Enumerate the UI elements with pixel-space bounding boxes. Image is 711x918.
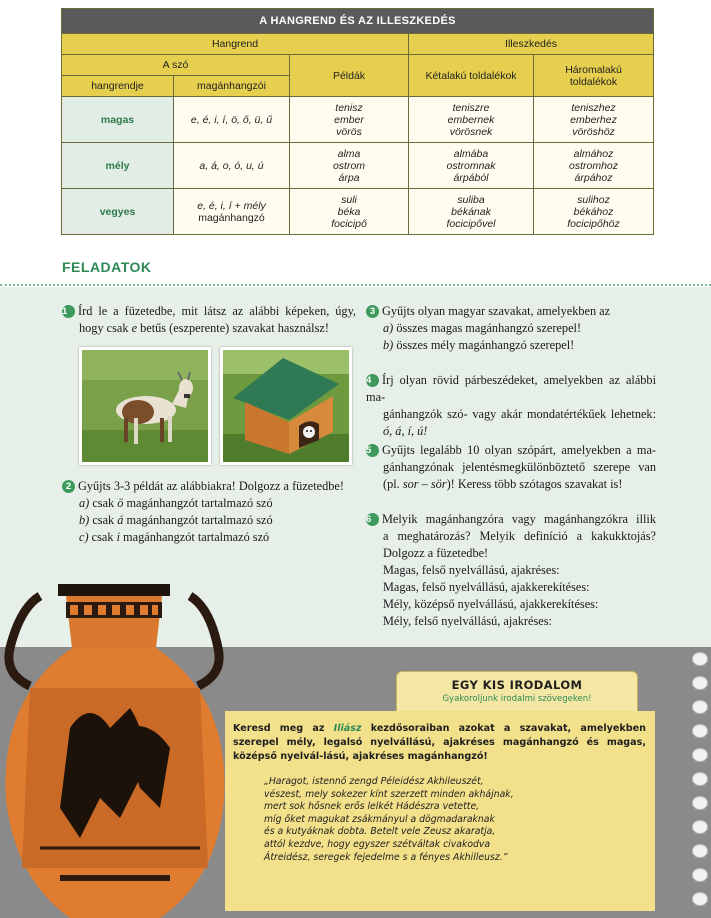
poem-line: mert sok hősnek erős lelkét Hádészra vetette, [264,801,480,813]
item-text: összes magas magánhangzó szerepel! [393,321,582,335]
task-6-line2: a meghatározás? Melyik definíció a kakukktojás? [383,529,656,543]
row-label: mély [62,143,174,189]
spiral-ring [692,652,708,666]
task-5-line2: gánhangzónak jelentésmegkülönböztető szerepe van [383,460,656,474]
item-vowel: á [117,513,124,527]
literature-header [396,671,638,713]
task-4-text: Írj olyan rövid párbeszédeket, amelyekben az alábbi ma- [366,373,656,404]
vowels-line2: magánhangzó [198,211,265,224]
example-word: tenisz [335,101,363,114]
task-1-text-a: hogy csak [79,321,132,335]
task-3 [366,303,656,354]
task-6-line1 [366,511,656,528]
suffixed-word: vörösnek [449,125,493,138]
spiral-ring [692,820,708,834]
literature-box [225,711,655,911]
item-text: csak [88,530,117,544]
task-number-5: 5 [366,444,379,457]
suffixed-word: teniszhez [571,101,616,114]
task-3-line1 [366,303,656,320]
item-text: összes mély magánhangzó szerepel! [393,338,575,352]
literature-instruction [233,722,646,764]
suffixed-word: árpához [574,171,613,184]
task-number-4: 4 [366,374,379,387]
spiral-ring [692,892,708,906]
task-1-line2 [62,320,356,337]
example-word: alma [337,147,361,160]
poem-line: attól kezdve, hogy egyszer szétváltak civakodva [264,838,491,850]
task-2-item-c [62,529,356,546]
example-word: focicipő [331,217,367,230]
spiral-ring [692,796,708,810]
doghouse-illustration [223,350,349,462]
item-text: magánhangzót tartalmazó szó [123,513,273,527]
example-word: béka [337,205,361,218]
row-vowels: e, é, i, í, ö, ő, ü, ű [174,97,290,143]
suffixed-word: suliba [457,193,485,206]
item-vowel: ö [117,496,124,510]
item-text: csak [89,496,118,510]
suffixed-word: békának [451,205,491,218]
suffixed-word: teniszre [452,101,490,114]
suffixed-word: árpából [453,171,489,184]
header-hangrendje: hangrendje [62,76,174,97]
poem-line: „Haragot, istennő zengd Péleidész Akhileuszét, [264,776,484,787]
header-haromalaku-line2: toldalékok [569,75,618,88]
table-title: A HANGREND ÉS AZ ILLESZKEDÉS [62,9,654,34]
task-2 [62,478,356,546]
suffixed-word: ostromhoz [568,159,619,172]
header-hangrend: Hangrend [62,34,409,55]
task-number-3: 3 [366,305,379,318]
example-word: vörös [336,125,362,138]
suffixed-word: békához [573,205,614,218]
row-two-form [409,189,534,235]
spiral-ring [692,748,708,762]
row-examples [290,97,409,143]
task-number-6: 6 [366,513,379,526]
table-row [62,97,654,143]
header-maganhangzoi: magánhangzói [174,76,290,97]
suffixed-word: vöröshöz [572,125,615,138]
task-6-definition: Magas, felső nyelvállású, ajakkerekítéses: [383,580,590,594]
suffixed-word: emberhez [570,113,617,126]
header-haromalaku [534,55,654,97]
suffixed-word: embernek [447,113,495,126]
poem-line: és a kutyáknak dobta. Betelt vele Zeusz akaratja, [264,826,496,838]
item-marker: b) [79,513,90,527]
task-4-line1 [366,372,656,406]
task-1-letter-e: e [131,321,138,335]
item-text: magánhangzót tartalmazó szó [123,496,273,510]
instruction-work-title: Iliász [333,723,362,734]
row-two-form [409,97,534,143]
task-1-text: Írd le a füzetedbe, mit látsz az alábbi képeken, úgy, [78,304,356,318]
item-marker: b) [383,338,394,352]
item-vowel: i [116,530,120,544]
row-three-form [534,143,654,189]
example-pair: sor – sör [402,477,447,491]
suffixed-word: almába [453,147,489,160]
literature-subtitle: Gyakoroljunk irodalmi szövegeken! [442,694,592,704]
spiral-ring [692,676,708,690]
table-row [62,189,654,235]
poem-line: míg őket magukat zsákmányul a dögmadaraknak [264,813,495,825]
row-examples [290,143,409,189]
row-examples [290,189,409,235]
task-6-definition: Mély, középső nyelvállású, ajakkerekítéses: [383,597,599,611]
task-1-line1 [62,303,356,320]
row-three-form [534,189,654,235]
greek-amphora-illustration [0,578,230,918]
item-text: )! Keress több szótagos szavakat is! [446,477,623,491]
task-5-text: Gyűjts legalább 10 olyan szópárt, amelyekben a ma- [382,443,656,457]
header-haromalaku-line1: Háromalakú [565,63,622,76]
doghouse-photo [220,347,352,465]
task-6-definition: Mély, felső nyelvállású, ajakréses: [383,614,552,628]
task-1 [62,303,356,337]
task-2-item-a [62,495,356,512]
suffixed-word: ostromnak [446,159,496,172]
spiral-ring [692,868,708,882]
row-label: vegyes [62,189,174,235]
item-marker: a) [79,496,90,510]
task-3-item-b [366,337,656,354]
spiral-ring [692,724,708,738]
goat-illustration [82,350,208,462]
task-6-text: Melyik magánhangzóra vagy magánhangzókra illik [382,512,656,526]
item-marker: a) [383,321,394,335]
item-marker: c) [79,530,89,544]
row-two-form [409,143,534,189]
row-three-form [534,97,654,143]
header-illeszkedes: Illeszkedés [409,34,654,55]
task-6-definition: Magas, felső nyelvállású, ajakréses: [383,563,560,577]
item-text: magánhangzót tartalmazó szó [119,530,270,544]
task-4-line2: gánhangzók szó- vagy akár mondatértékűek lehetnek: [383,407,656,421]
vowel-harmony-table [61,8,654,235]
row-vowels [174,189,290,235]
item-text: (pl. [383,477,403,491]
spiral-ring [692,700,708,714]
item-text: csak [89,513,118,527]
task-2-item-b [62,512,356,529]
literature-title: EGY KIS IRODALOM [451,678,583,692]
task-6 [366,511,656,630]
task-4 [366,372,656,440]
task-2-text: Gyűjts 3-3 példát az alábbiakra! Dolgozz a füzetedbe! [78,479,344,493]
example-word: ostrom [332,159,366,172]
task-5 [366,442,656,493]
task-5-line3 [366,476,656,493]
suffixed-word: focicipővel [446,217,496,230]
poem-line: Átreidész, seregek fejedelme s a fényes Akhilleusz.” [264,851,508,863]
row-vowels: a, á, o, ó, u, ú [174,143,290,189]
header-peldak: Példák [290,55,409,97]
spiral-ring [692,772,708,786]
header-a-szo: A szó [62,55,290,76]
task-2-line1 [62,478,356,495]
instruction-text: kezdősoraiban azokat a szavakat, amelyekben szerepel mély, legalsó nyelvállású, ajakréses magánhangzó és magas, középső nyelvál-lású, ajakréses magánhangzó! [233,723,646,762]
task-number-1: 1 [62,305,75,318]
task-3-item-a [366,320,656,337]
suffixed-word: sulihoz [577,193,610,206]
spiral-ring [692,844,708,858]
table-row [62,143,654,189]
row-label: magas [62,97,174,143]
suffixed-word: focicipőhöz [567,217,620,230]
task-number-2: 2 [62,480,75,493]
task-3-text: Gyűjts olyan magyar szavakat, amelyekben az [382,304,611,318]
example-word: árpa [338,171,360,184]
suffixed-word: almához [573,147,614,160]
task-4-line3 [366,423,656,440]
header-ketalaku: Kétalakú toldalékok [409,55,534,97]
vowels-line1: e, é, i, í + mély [197,199,266,212]
instruction-text: Keresd meg az [233,723,334,734]
example-word: ember [334,113,364,126]
dotted-divider [0,284,711,286]
poem-excerpt [264,776,514,864]
poem-line: vészest, mely sokezer kínt szerzett minden akhájnak, [264,788,514,800]
section-title: FELADATOK [62,259,152,275]
example-word: suli [341,193,357,206]
goat-photo [79,347,211,465]
task-5-line1 [366,442,656,459]
task-4-vowels: ó, á, í, ú! [383,424,428,438]
task-1-text-b: betűs (eszperente) szavakat használsz! [137,321,329,335]
task-6-line3: Dolgozz a füzetedbe! [383,546,489,560]
